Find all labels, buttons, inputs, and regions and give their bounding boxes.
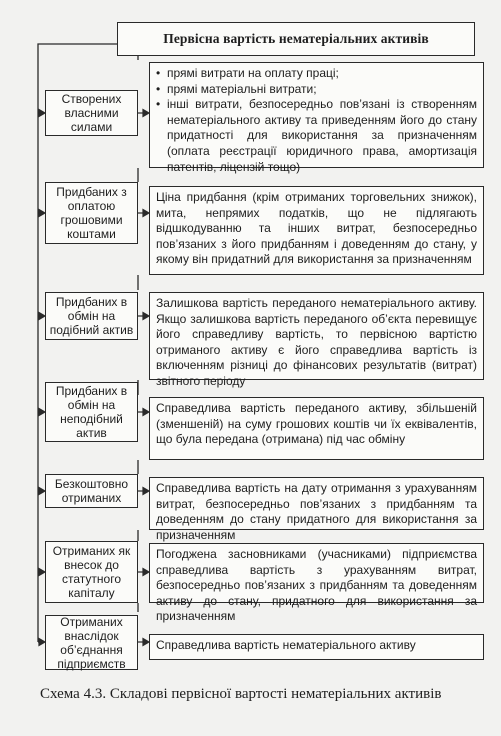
list-item: • прямі витрати на оплату праці; [156, 66, 477, 82]
definition-box-own-creation [149, 62, 484, 174]
list-item: • інші витрати, безпосередньо пов’язані із створенням нематеріального активу та приведенням його до стану придатності для використання за призначенням (оплата реєстрації юридичного права, амортизація патентів, ліцензій тощо) [156, 97, 477, 175]
category-box-own-creation: Створених власними силами [45, 90, 138, 136]
diagram-title: Первісна вартість нематеріальних активів [117, 22, 475, 56]
category-box-cash-purchase: Придбаних з оплатою грошовими коштами [45, 182, 138, 244]
definition-box-similar-exchange: Залишкова вартість переданого нематеріального активу. Якщо залишкова вартість переданого об’єкта перевищує його справедливу вартість, то первісною вартістю отриманого активу є його справедлива вартість із включенням різниці до фінансових результатів (витрат) звітного періоду [149, 292, 484, 380]
definition-box-cash-purchase: Ціна придбання (крім отриманих торговельних знижок), мита, непрямих податків, що не підлягають відшкодуванню та інших витрат, безпосередньо пов’язаних з його придбанням і доведенням до стану, у якому він придатний для використання за призначенням [149, 186, 484, 275]
category-box-capital-contribution: Отриманих як внесок до статутного капіталу [45, 541, 138, 603]
category-box-dissimilar-exchange: Придбаних в обмін на неподібний актив [45, 382, 138, 442]
list-item: • прямі матеріальні витрати; [156, 82, 477, 98]
figure-caption: Схема 4.3. Складові первісної вартості нематеріальних активів [40, 686, 442, 702]
category-box-merger: Отриманих внаслідок об’єднання підприємств [45, 615, 138, 670]
category-box-free-received: Безкоштовно отриманих [45, 474, 138, 508]
definition-box-capital-contribution: Погоджена засновниками (учасниками) підприємства справедлива вартість з урахуванням витрат, безпосередньо пов’язаних з придбанням та доведенням активу до стану, придатного для використання за призначенням [149, 543, 484, 603]
definition-box-merger: Справедлива вартість нематеріального активу [149, 634, 484, 660]
category-box-similar-exchange: Придбаних в обмін на подібний актив [45, 292, 138, 340]
bullet-list [156, 66, 477, 175]
definition-box-free-received: Справедлива вартість на дату отримання з урахуванням витрат, безпосередньо пов’язаних з придбанням та доведенням до стану придатного для використання за призначенням [149, 477, 484, 530]
definition-box-dissimilar-exchange: Справедлива вартість переданого активу, збільшеній (зменшеній) на суму грошових коштів чи їх еквівалентів, що була передана (отримана) під час обміну [149, 397, 484, 460]
